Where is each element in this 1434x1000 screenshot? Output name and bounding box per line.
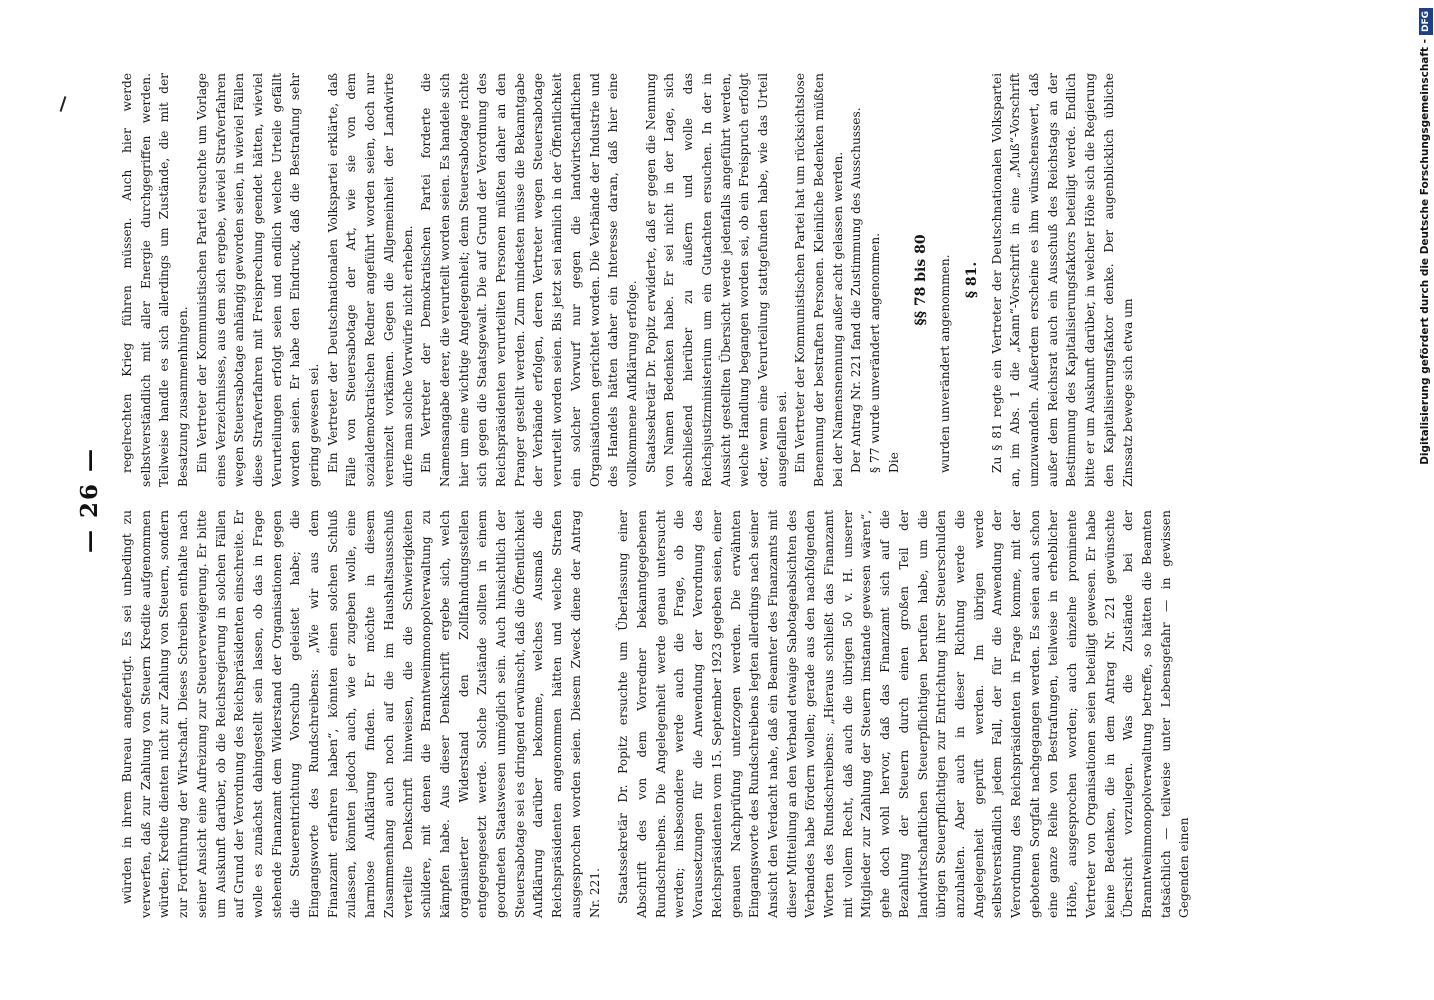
funding-note: Digitalisierung gefördert durch die Deutsche Forschungsgemeinschaft -	[1419, 39, 1431, 465]
paragraph: Staatssekretär Dr. Popitz ersuchte um Überlassung einer Abschrift des von dem Vorredner bekanntgegebenen Rundschreibens. Die Angelegenheit werde genau untersucht werden; insbesondere werde auch die Frage, ob die Voraussetzungen für die Anwendung der Verordnung des Reichspräsidenten vom 15. September 1923 gegeben seien, einer genauen Nachprüfung unterzogen werden. Die erwähnten Eingangsworte des Rundschreibens legten allerdings nach seiner Ansicht den Verdacht nahe, daß ein Beamter des Finanzamts mit dieser Mitteilung an den Verband etwaige Sabotageabsichten des Verbandes habe fördern wollen; gerade aus den nachfolgenden Worten des Rundschreibens: „Hieraus schließt das Finanzamt mit vollem Recht, daß auch die übrigen 50 v. H. unserer Mitglieder zur Zahlung der Steuern imstande gewesen wären“, gehe doch wohl hervor, daß das Finanzamt sich auf die Bezahlung der Steuern durch einen großen Teil der landwirtschaftlichen Steuerpflichtigen berufen habe, um die übrigen Steuerpflichtigen zur Entrichtung ihrer Steuerschulden anzuhalten. Aber auch in dieser Richtung werde die Angelegenheit geprüft werden. Im übrigen werde selbstverständlich jedem Fall, der für die Anwendung der Verordnung des Reichspräsidenten in Frage komme, mit der gebotenen Sorgfalt nachgegangen werden. Es seien auch schon eine ganze Reihe von Bestrafungen, teilweise in erheblicher Höhe, ausgesprochen worden; auch einzelne prominente Vertreter von Organisationen seien beteiligt gewesen. Er habe keine Bedenken, die in dem Antrag Nr. 221 gewünschte Übersicht vorzulegen. Was die Zustände bei der Branntweinmonopolverwaltung betreffe, so hätten die Beamten tatsächlich — teilweise unter Lebensgefahr — in gewissen Gegenden einen	[616, 510, 1192, 918]
right-column	[118, 73, 1273, 487]
paragraph: Zu § 81 regte ein Vertreter der Deutschnationalen Volkspartei an, im Abs. 1 die „Kann“-Vorschrift in eine „Muß“-Vorschrift umzuwandeln. Außerdem erscheine es ihm wünschenswert, daß außer dem Reichsrat auch ein Ausschuß des Reichstags an der Bestimmung des Kapitalisierungsfaktors beteiligt werde. Endlich bitte er um Auskunft darüber, in welcher Höhe sich die Regierung den Kapitalisierungsfaktor denke. Der augenblicklich übliche Zinssatz bewege sich etwa um	[989, 73, 1135, 487]
dfg-logo: DFG	[1419, 8, 1433, 35]
paragraph: Die	[886, 452, 901, 473]
section-heading: §§ 78 bis 80	[912, 234, 929, 326]
paragraph: würden in ihrem Bureau angefertigt. Es sei unbedingt zu verwerfen, daß zur Zahlung von Steuern Kredite aufgenommen würden; Kredite dienten nicht zur Zahlung von Steuern, sondern zur Fortführung der Wirtschaft. Dieses Schreiben enthalte nach seiner Ansicht eine Aufreizung zur Steuerverweigerung. Er bitte um Auskunft darüber, ob die Reichsregierung in solchen Fällen auf Grund der Verordnung des Reichspräsidenten einschreite. Er wolle es zunächst dahingestellt sein lassen, ob das in Frage stehende Finanzamt dem Widerstand der Organisationen gegen die Steuerentrichtung Vorschub geleistet habe; die Eingangsworte des Rundschreibens: „Wie wir aus dem Finanzamt erfahren haben“, könnten einen solchen Schluß zulassen, könnten jedoch auch, wie er zugeben wolle, eine harmlose Aufklärung finden. Er möchte in diesem Zusammenhang auch noch auf die im Haushaltsausschuß verteilte Denkschrift hinweisen, die die Schwierigkeiten schildere, mit denen die Branntweinmonopolverwaltung zu kämpfen habe. Aus dieser Denkschrift ergebe sich, welch organisierter Widerstand den Zollfahndungsstellen entgegengesetzt werde. Solche Zustände sollten in einem geordneten Staatswesen unmöglich sein. Auch hinsichtlich der Steuersabotage sei es dringend erwünscht, daß die Öffentlichkeit Aufklärung darüber bekomme, welches Ausmaß die Reichspräsidenten angenommen hätten und welche Strafen ausgesprochen worden seien. Diesem Zweck diene der Antrag Nr. 221.	[120, 510, 602, 918]
digitization-note	[1418, 8, 1432, 992]
paragraph: Ein Vertreter der Demokratischen Partei forderte die Namensangabe derer, die verurteilt worden seien. Es handele sich hier um eine wichtige Angelegenheit; denn Steuersabotage richte sich gegen die Staatsgewalt. Die auf Grund der Verordnung des Reichspräsidenten verurteilten Personen müßten daher an den Pranger gestellt werden. Zum mindesten müsse die Bekanntgabe der Verbände erfolgen, deren Vertreter wegen Steuersabotage verurteilt worden seien. Bis jetzt sei nämlich in der Öffentlichkeit ein solcher Vorwurf nur gegen die landwirtschaftlichen Organisationen gerichtet worden. Die Verbände der Industrie und des Handels hätten daher ein Interesse daran, daß hier eine vollkommene Aufklärung erfolge.	[419, 73, 639, 487]
paragraph: Ein Vertreter der Kommunistischen Partei hat um rücksichtslose Benennung der bestraften Personen. Kleinliche Bedenken müßten bei der Namensnennung außer acht gelassen werden.	[793, 73, 845, 487]
left-column	[118, 510, 1192, 918]
section-heading: § 81.	[963, 261, 980, 299]
paragraph: § 77 wurde unverändert angenommen.	[868, 232, 883, 473]
paragraph: wurden unverändert angenommen.	[938, 254, 953, 473]
page-number: — 26 —	[76, 446, 103, 554]
paragraph: regelrechten Krieg führen müssen. Auch hier werde selbstverständlich mit aller Energie durchgegriffen werden. Teilweise handle es sich allerdings um Zustände, die mit der Besatzung zusammenhingen.	[120, 73, 191, 487]
paragraph: Der Antrag Nr. 221 fand die Zustimmung des Ausschusses.	[849, 107, 864, 473]
paragraph: Ein Vertreter der Kommunistischen Partei ersuchte um Vorlage eines Verzeichnisses, aus dem sich ergebe, wieviel Strafverfahren wegen Steuersabotage anhängig geworden seien, in wieviel Fällen diese Strafverfahren mit Freisprechung geendet hätten, wieviel Verurteilungen erfolgt seien und endlich welche Urteile gefällt worden seien. Er habe den Eindruck, daß die Bestrafung sehr gering gewesen sei.	[194, 73, 322, 487]
paragraph: Staatssekretär Dr. Popitz erwiderte, daß er gegen die Nennung von Namen Bedenken habe. Er sei nicht in der Lage, sich abschließend hierüber zu äußern und wolle das Reichsjustizministerium um ein Gutachten ersuchen. In der in Aussicht gestellten Übersicht werde jedenfalls angeführt werden, welche Handlung begangen worden sei, ob ein Freispruch erfolgt oder, wenn eine Verurteilung stattgefunden habe, wie das Urteil ausgefallen sei.	[643, 73, 789, 487]
paragraph: Ein Vertreter der Deutschnationalen Volkspartei erklärte, daß Fälle von Steuersabotage der Art, wie sie von dem sozialdemokratischen Redner angeführt worden seien, doch nur vereinzelt vorkämen. Gegen die Allgemeinheit der Landwirte dürfe man solche Vorwürfe nicht erheben.	[325, 73, 415, 487]
